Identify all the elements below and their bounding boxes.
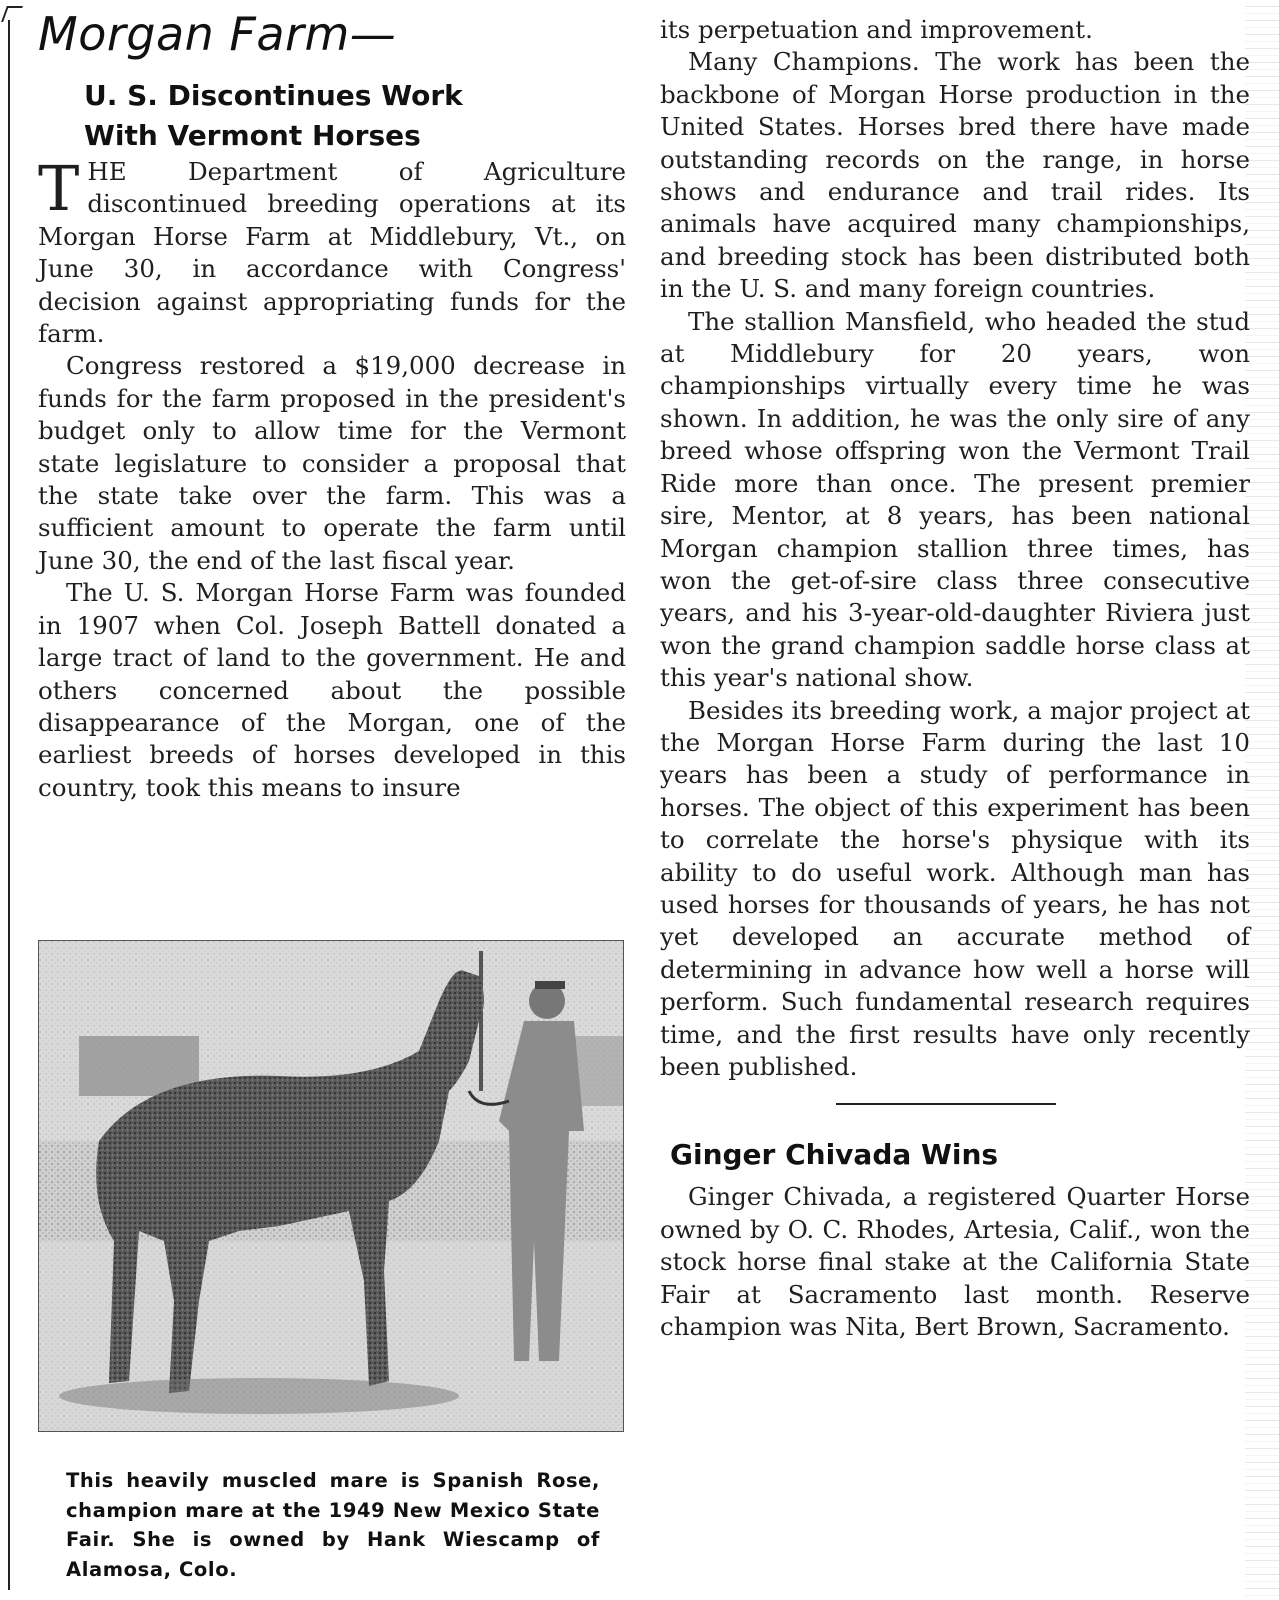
paragraph-1 [38,152,626,350]
paragraph-6: Besides its breeding work, a major project at the Morgan Horse Farm during the last 10 years has been a study of performance in horses. The object of this experiment has been to correlate the horse's physique with its ability to do useful work. Although man has used horses for thousands of years, he has not yet developed an accurate method of determining in advance how well a horse will perform. Such fundamental research requires time, and the first results have only recently been published. [660,695,1250,1081]
drop-cap: T [38,152,80,225]
article-body-left [38,152,626,804]
left-column [38,6,626,804]
paragraph-1-text: HE Department of Agriculture discontinued breeding operations at its Morgan Horse Farm at Middlebury, Vt., on June 30, in accordance with Congress' decision against appropriating funds for the farm. [38,157,626,349]
right-column [660,14,1250,1343]
left-margin-rule [8,20,10,1590]
article-body-right [660,14,1250,1083]
subhead-line-1: U. S. Discontinues Work [84,79,463,112]
scan-edge-noise [1245,0,1279,1600]
horse-photo-image [39,941,623,1431]
corner-mark [1,6,23,22]
second-article-headline: Ginger Chivada Wins [670,1138,999,1172]
paragraph-3: The U. S. Morgan Horse Farm was founded in 1907 when Col. Joseph Battell donated a large tract of land to the government. He and others concerned about the possible disappearance of the Morgan, one of the earliest breeds of horses developed in this country, took this means to insure [38,578,626,802]
second-article-body [660,1181,1250,1343]
photo-caption: This heavily muscled mare is Spanish Rose, champion mare at the 1949 New Mexico State Fair. She is owned by Hank Wiescamp of Alamosa, Colo. [66,1469,600,1581]
subhead-line-2: With Vermont Horses [84,119,421,152]
article-headline: Morgan Farm— [38,7,397,61]
paragraph-4: Many Champions. The work has been the backbone of Morgan Horse production in the United States. Horses bred there have made outstanding records on the range, in horse shows and endurance and trail rides. Its animals have acquired many championships, and breeding stock has been distributed both in the U. S. and many foreign countries. [660,47,1250,304]
paragraph-3-continued: its perpetuation and improvement. [660,15,1093,44]
paragraph-5: The stallion Mansfield, who headed the stud at Middlebury for 20 years, won championships virtually every time he was shown. In addition, he was the only sire of any breed whose offspring won the Vermont Trail Ride more than once. The present premier sire, Mentor, at 8 years, has been national Morgan champion stallion three times, has won the get-of-sire class three consecutive years, and his 3-year-old-daughter Riviera just won the grand champion saddle horse class at this year's national show. [660,306,1250,693]
horse-photo [38,940,624,1432]
paragraph-2: Congress restored a $19,000 decrease in funds for the farm proposed in the president's budget only to allow time for the Vermont state legislature to consider a proposal that the state take over the farm. This was a sufficient amount to operate the farm until June 30, the end of the last fiscal year. [38,351,626,575]
article-subhead [84,76,626,156]
second-article-paragraph: Ginger Chivada, a registered Quarter Horse owned by O. C. Rhodes, Artesia, Calif., won the stock horse final stake at the California State Fair at Sacramento last month. Reserve champion was Nita, Bert Brown, Sacramento. [660,1182,1250,1342]
section-divider [836,1103,1056,1105]
